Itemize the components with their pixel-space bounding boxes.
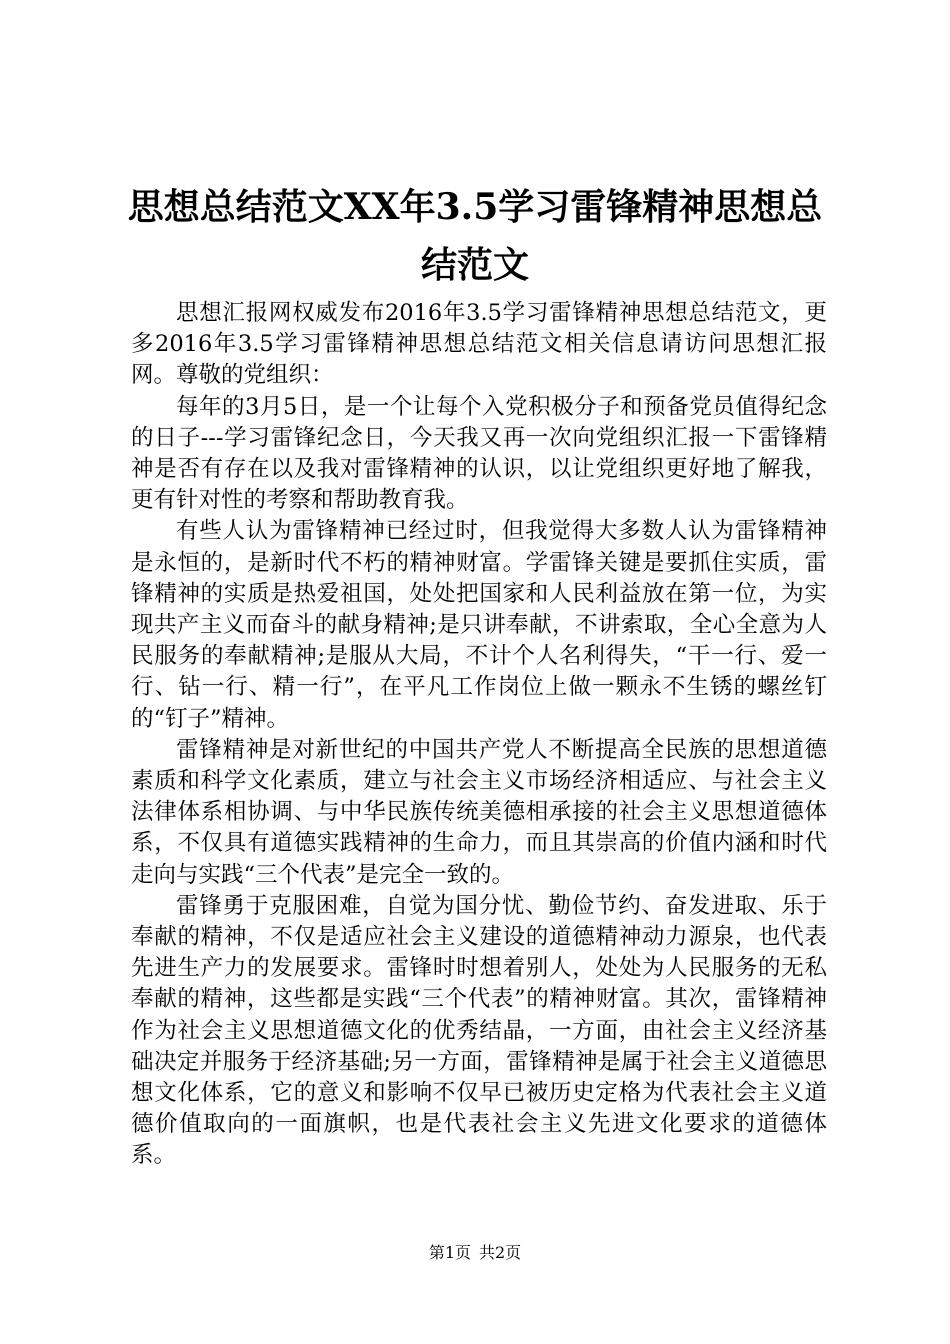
paragraph-spiritual-wealth: 雷锋勇于克服困难，自觉为国分忧、勤俭节约、奋发进取、乐于奉献的精神，不仅是适应社会主义建设的道德精神动力源泉，也代表先进生产力的发展要求。雷锋时时想着别人，处处为人民服务的无私奉献的精神，这些都是实践“三个代表”的精神财富。其次，雷锋精神作为社会主义思想道德文化的优秀结晶，一方面，由社会主义经济基础决定并服务于经济基础;另一方面，雷锋精神是属于社会主义道德思想文化体系，它的意义和影响不仅早已被历史定格为代表社会主义道德价值取向的一面旗帜，也是代表社会主义先进文化要求的道德体系。: [131, 892, 827, 1169]
paragraph-essence: 有些人认为雷锋精神已经过时，但我觉得大多数人认为雷锋精神是永恒的，是新时代不朽的精神财富。学雷锋关键是要抓住实质，雷锋精神的实质是热爱祖国，处处把国家和人民利益放在第一位，为实现共产主义而奋斗的献身精神;是只讲奉献，不讲索取，全心全意为人民服务的奉献精神;是服从大局，不计个人名利得失，“干一行、爱一行、钻一行、精一行”，在平凡工作岗位上做一颗永不生锈的螺丝钉的“钉子”精神。: [131, 518, 827, 732]
paragraph-moral-system: 雷锋精神是对新世纪的中国共产党人不断提高全民族的思想道德素质和科学文化素质，建立与社会主义市场经济相适应、与社会主义法律体系相协调、与中华民族传统美德相承接的社会主义思想道德体系，不仅具有道德实践精神的生命力，而且其崇高的价值内涵和时代走向与实践“三个代表”是完全一致的。: [131, 736, 827, 888]
paragraph-intro: 思想汇报网权威发布2016年3.5学习雷锋精神思想总结范文，更多2016年3.5学习雷锋精神思想总结范文相关信息请访问思想汇报网。尊敬的党组织：: [131, 300, 827, 389]
document-body: [131, 298, 827, 1172]
document-title: 思想总结范文XX年3.5学习雷锋精神思想总结范文: [127, 186, 823, 286]
paragraph-memorial-day: 每年的3月5日，是一个让每个入党积极分子和预备党员值得纪念的日子---学习雷锋纪念日，今天我又再一次向党组织汇报一下雷锋精神是否有存在以及我对雷锋精神的认识，以让党组织更好地了解我，更有针对性的考察和帮助教育我。: [131, 393, 827, 514]
page-number-current: 第1页: [428, 1243, 471, 1262]
page-number-total: 共2页: [479, 1243, 522, 1262]
page-footer: [0, 1243, 950, 1263]
